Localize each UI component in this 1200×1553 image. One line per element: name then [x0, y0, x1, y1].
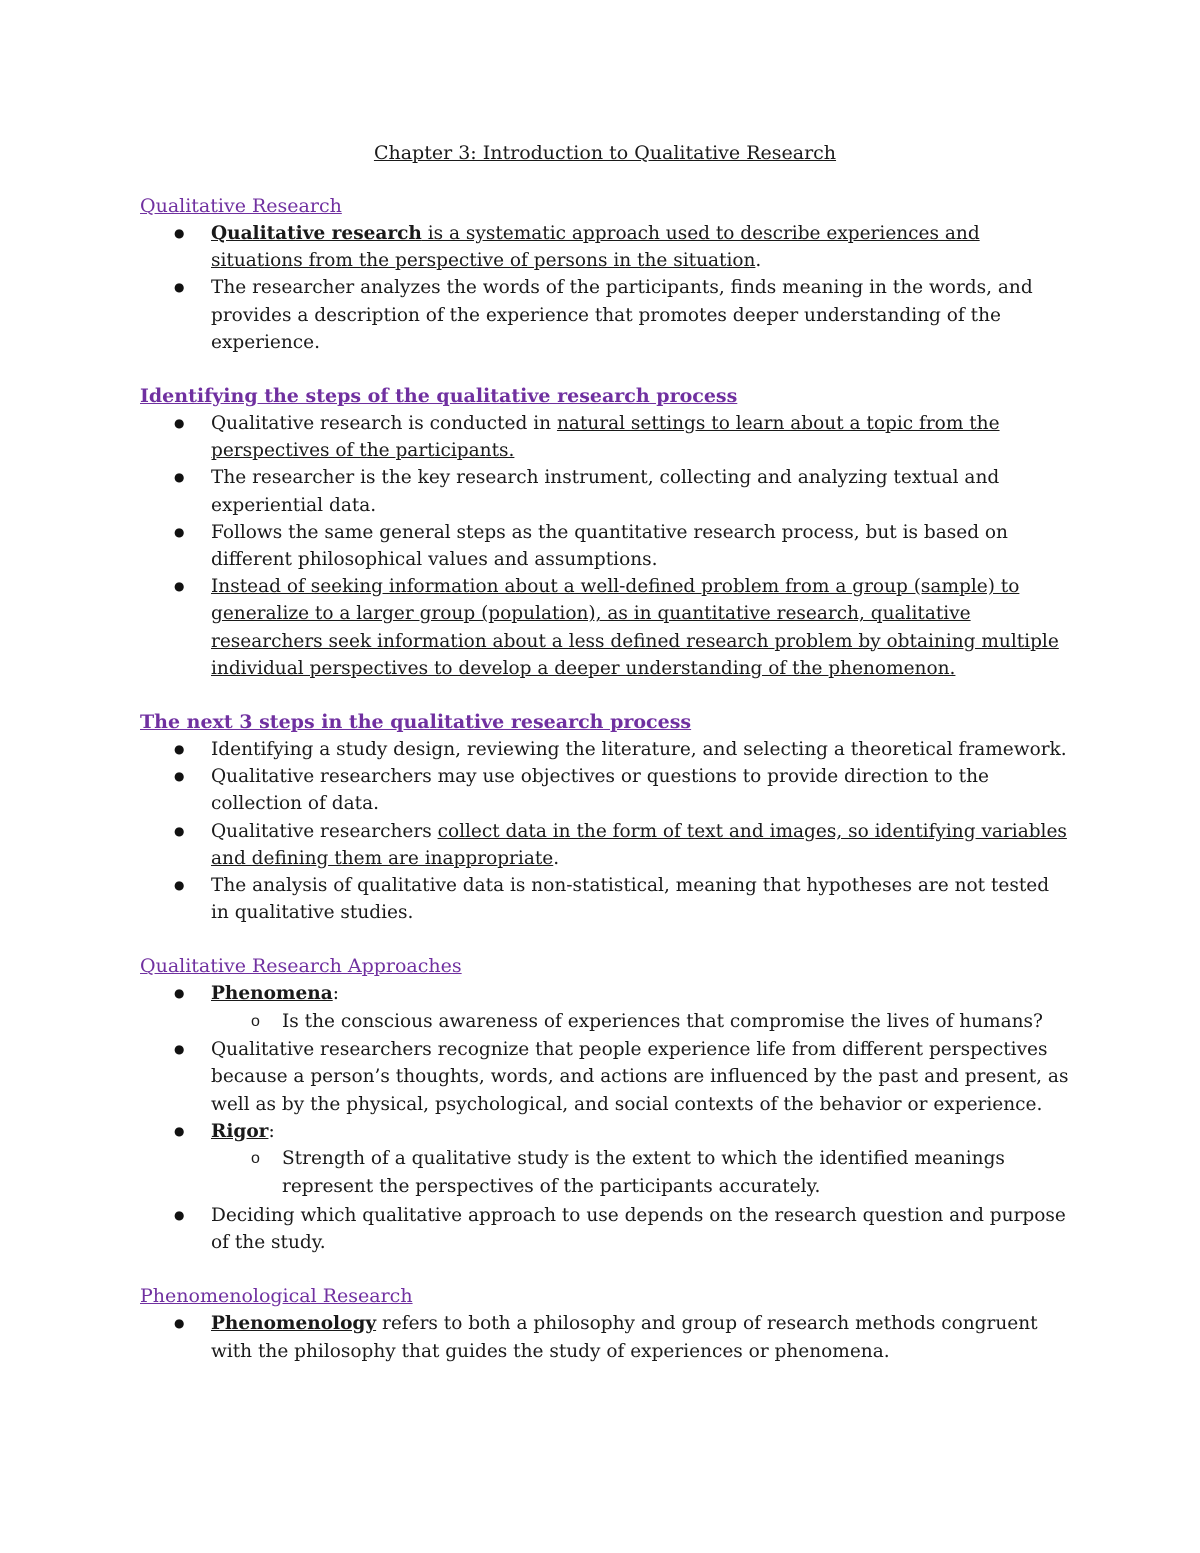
item-text: Qualitative researchers — [211, 820, 438, 842]
list-item — [140, 872, 1070, 926]
item-text: The analysis of qualitative data is non-statistical, meaning that hypotheses are not tested in qualitative studies. — [211, 875, 1050, 924]
list-item — [140, 736, 1070, 763]
section-heading: Qualitative Research Approaches — [140, 955, 462, 978]
list-item — [140, 980, 1070, 1036]
bold-term: Phenomena — [211, 983, 333, 1005]
section-heading: Identifying the steps of the qualitative research process — [140, 385, 738, 408]
list-item — [140, 274, 1070, 356]
item-text: . — [755, 250, 762, 272]
bold-term: Qualitative research — [211, 223, 422, 244]
item-text: refers to both a philosophy and group of research methods congruent with the philosophy that guides the study of experiences or phenomena. — [211, 1313, 1038, 1362]
list-item — [140, 410, 1070, 464]
section-identifying-steps — [140, 383, 1070, 682]
section-heading: Qualitative Research — [140, 195, 342, 217]
bold-term: Rigor — [211, 1120, 269, 1142]
item-text: Strength of a qualitative study is the extent to which the identified meanings represent the perspectives of the participants accurately. — [282, 1147, 1005, 1198]
bold-term: Phenomenology — [211, 1313, 377, 1335]
list-item — [140, 1118, 1070, 1202]
sub-list-item — [211, 1145, 1070, 1202]
bullet-list — [140, 220, 1070, 356]
underlined-text: natural settings to learn about a topic from the perspectives of the participants. — [211, 413, 1000, 462]
sub-list — [211, 1145, 1070, 1202]
list-item — [140, 763, 1070, 817]
document-title: Chapter 3: Introduction to Qualitative Research — [373, 142, 837, 164]
underlined-text: collect data in the form of text and images, so identifying variables and defining them are inappropriate — [211, 820, 1067, 869]
list-item — [140, 1202, 1070, 1256]
item-text: Qualitative researchers recognize that people experience life from different perspectives because a person’s thoughts, words, and actions are influenced by the past and present, as well as by the physical, psychological, and social contexts of the behavior or experience. — [211, 1039, 1069, 1115]
item-text: Qualitative research is conducted in — [211, 413, 557, 435]
underlined-text: Instead of seeking information about a well-defined problem from a group (sample) to generalize to a larger group (population), as in quantitative research, qualitative researchers seek information about a less defined research problem by obtaining multiple individual perspectives to develop a deeper understanding of the phenomenon. — [211, 576, 1059, 679]
item-text: Qualitative researchers may use objectives or questions to provide direction to the collection of data. — [211, 766, 989, 815]
underlined-text: is a systematic approach used to describe experiences and situations from the perspective of persons in the situation — [211, 223, 980, 272]
section-heading: Phenomenological Research — [140, 1285, 413, 1308]
item-text: : — [268, 1120, 275, 1142]
bullet-list — [140, 736, 1070, 926]
list-item — [140, 220, 1070, 274]
item-text: . — [553, 847, 560, 869]
bullet-list — [140, 410, 1070, 682]
sub-list-item — [211, 1008, 1070, 1037]
section-research-approaches — [140, 953, 1070, 1256]
section-qualitative-research — [140, 193, 1070, 356]
bullet-list — [140, 1310, 1070, 1364]
list-item — [140, 1310, 1070, 1364]
item-text: The researcher analyzes the words of the participants, finds meaning in the words, and provides a description of the experience that promotes deeper understanding of the experience. — [211, 277, 1033, 353]
list-item — [140, 519, 1070, 573]
list-item — [140, 464, 1070, 518]
item-text: Is the conscious awareness of experiences that compromise the lives of humans? — [282, 1010, 1043, 1032]
item-text: Deciding which qualitative approach to use depends on the research question and purpose of the study. — [211, 1204, 1066, 1254]
item-text: : — [332, 983, 339, 1005]
item-text: The researcher is the key research instrument, collecting and analyzing textual and experiential data. — [211, 467, 1000, 516]
section-next-three-steps — [140, 709, 1070, 926]
document-page — [140, 140, 1070, 1392]
item-text: Identifying a study design, reviewing the literature, and selecting a theoretical framework. — [211, 739, 1067, 761]
section-phenomenological-research — [140, 1283, 1070, 1364]
list-item — [140, 818, 1070, 872]
section-heading: The next 3 steps in the qualitative research process — [140, 711, 692, 734]
list-item — [140, 1036, 1070, 1118]
item-text: Follows the same general steps as the quantitative research process, but is based on different philosophical values and assumptions. — [211, 521, 1008, 571]
list-item — [140, 573, 1070, 682]
bullet-list — [140, 980, 1070, 1256]
sub-list — [211, 1008, 1070, 1037]
